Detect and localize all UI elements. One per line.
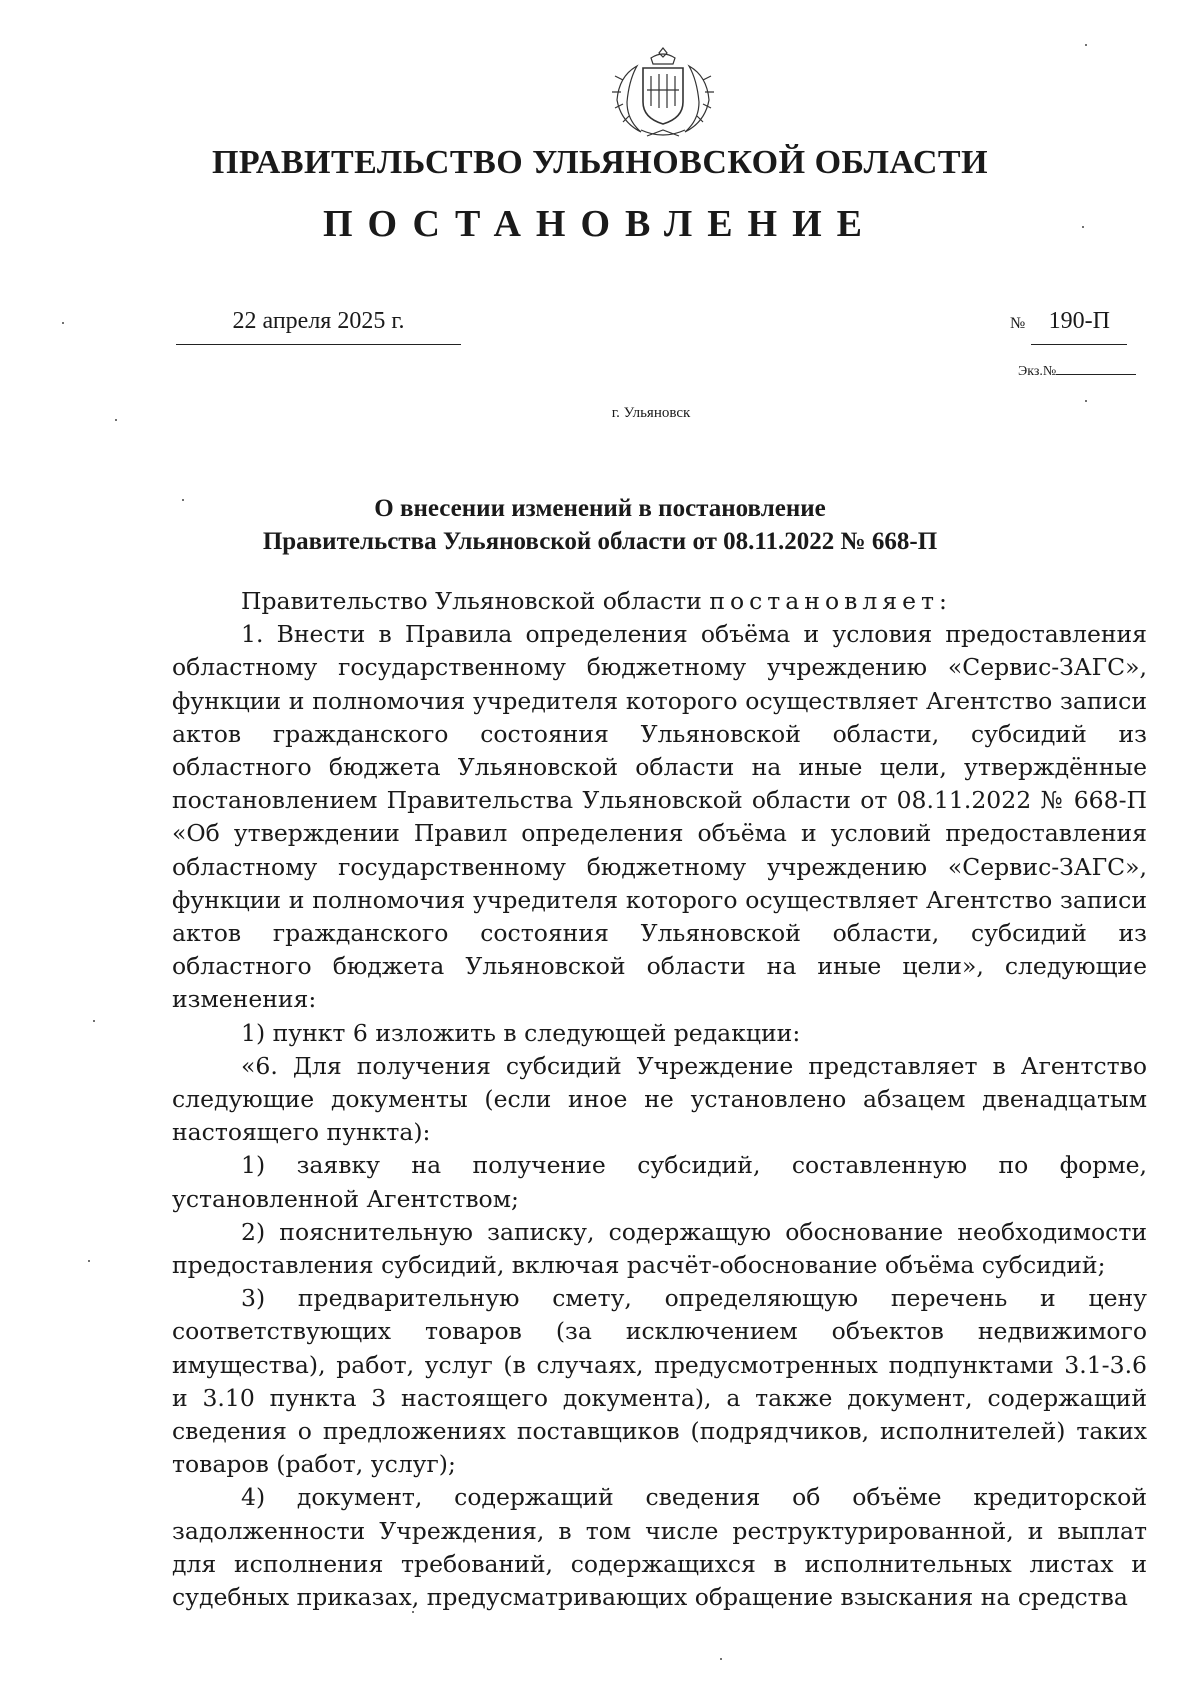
number-value: 190-П [1031, 308, 1127, 345]
intro-paragraph [172, 585, 1147, 618]
paragraph: 1) пункт 6 изложить в следующей редакции: [241, 1018, 801, 1047]
copy-label: Экз.№ [1018, 364, 1057, 379]
paragraph: 1. Внести в Правила определения объёма и условия предоставления областному государственному бюджетному учреждению «Сервис-ЗАГС», функции и полномочия учредителя которого осуществляет Агентство записи актов гражданского состояния Ульяновской области, субсидий из областного бюджета Ульяновской области на иные цели, утверждённые постановлением Правительства Ульяновской области от 08.11.2022 № 668-П «Об утверждении Правил определения объёма и условий предоставления областному государственному бюджетному учреждению «Сервис-ЗАГС», функции и полномочия учредителя которого осуществляет Агентство записи актов гражданского состояния Ульяновской области, субсидий из областного бюджета Ульяновской области на иные цели», следующие изменения: [172, 620, 1147, 1014]
subject-line-1: О внесении изменений в постановление [374, 495, 826, 522]
paragraph: 3) предварительную смету, определяющую перечень и цену соответствующих товаров (за исключением объектов недвижимого имущества), работ, услуг (в случаях, предусмотренных подпунктами 3.1-3.6 и 3.10 пункта 3 настоящего документа), а также документ, содержащий сведения о предложениях поставщиков (подрядчиков, исполнителей) таких товаров (работ, услуг); [172, 1284, 1147, 1479]
document-number [1010, 308, 1127, 345]
copy-number [1018, 364, 1136, 380]
scan-speck [88, 1260, 90, 1262]
document-body [172, 585, 1147, 1614]
document-type-heading: ПОСТАНОВЛЕНИЕ [322, 203, 878, 245]
scan-speck [93, 1020, 95, 1022]
paragraph: 1) заявку на получение субсидий, составленную по форме, установленной Агентством; [172, 1151, 1147, 1213]
coat-of-arms-emblem [607, 44, 719, 144]
paragraph: 4) документ, содержащий сведения об объёме кредиторской задолженности Учреждения, в том числе реструктурированной, и выплат для исполнения требований, содержащихся в исполнительных листах и судебных приказах, предусматривающих обращение взыскания на средства [172, 1483, 1147, 1612]
scan-speck [412, 1611, 414, 1613]
subject-line-2: Правительства Ульяновской области от 08.11.2022 № 668-П [262, 528, 938, 555]
government-title: ПРАВИТЕЛЬСТВО УЛЬЯНОВСКОЙ ОБЛАСТИ [211, 144, 989, 181]
intro-subject: Правительство Ульяновской области [241, 587, 702, 615]
scan-speck [115, 419, 117, 421]
intro-verb: постановляет: [709, 587, 952, 615]
scan-speck [182, 499, 184, 501]
paragraph: 2) пояснительную записку, содержащую обоснование необходимости предоставления субсидий, включая расчёт-обоснование объёма субсидий; [172, 1217, 1147, 1280]
scan-speck [1085, 400, 1087, 402]
document-date: 22 апреля 2025 г. [176, 308, 461, 345]
document-subject [0, 492, 1200, 558]
city: г. Ульяновск [611, 405, 691, 421]
scan-speck [720, 1658, 722, 1660]
paragraph: «6. Для получения субсидий Учреждение представляет в Агентство следующие документы (если иное не установлено абзацем двенадцатым настоящего пункта): [172, 1051, 1147, 1147]
scan-speck [62, 322, 64, 324]
number-sign: № [1010, 315, 1026, 332]
copy-blank-line [1056, 374, 1136, 375]
scan-speck [1085, 44, 1087, 46]
scan-speck [1082, 226, 1084, 228]
